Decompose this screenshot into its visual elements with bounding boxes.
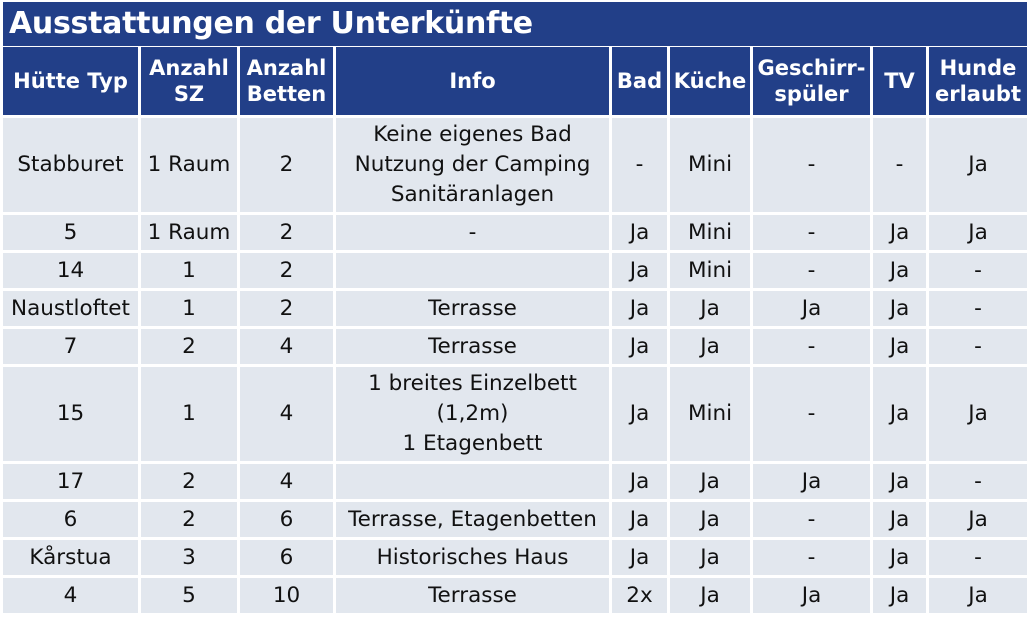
table-row <box>3 502 1027 537</box>
cell-tv: Ja <box>873 215 926 250</box>
title-bar <box>3 2 1027 46</box>
cell-tv: Ja <box>873 540 926 575</box>
cell-typ: 17 <box>3 464 138 499</box>
cell-hunde: Ja <box>929 215 1027 250</box>
cell-tv: Ja <box>873 329 926 364</box>
cell-kueche: Mini <box>670 367 750 461</box>
cell-betten: 4 <box>240 464 333 499</box>
table-row <box>3 329 1027 364</box>
cell-hunde: - <box>929 253 1027 288</box>
cell-spueler: Ja <box>753 578 870 613</box>
cell-sz: 2 <box>141 502 237 537</box>
cell-betten: 2 <box>240 253 333 288</box>
cell-betten: 2 <box>240 215 333 250</box>
column-header-betten: Anzahl Betten <box>240 47 333 115</box>
cell-hunde: - <box>929 291 1027 326</box>
cell-spueler: - <box>753 253 870 288</box>
cell-spueler: - <box>753 502 870 537</box>
cell-info <box>336 464 609 499</box>
cell-spueler: - <box>753 329 870 364</box>
cell-hunde: Ja <box>929 578 1027 613</box>
cell-bad: Ja <box>612 329 667 364</box>
cell-bad: Ja <box>612 464 667 499</box>
cell-tv: Ja <box>873 502 926 537</box>
cell-betten: 10 <box>240 578 333 613</box>
cell-bad: Ja <box>612 502 667 537</box>
cell-typ: 7 <box>3 329 138 364</box>
cell-betten: 4 <box>240 367 333 461</box>
cell-tv: Ja <box>873 291 926 326</box>
table-row <box>3 367 1027 461</box>
column-header-hunde: Hunde erlaubt <box>929 47 1027 115</box>
table-row <box>3 118 1027 212</box>
column-header-info: Info <box>336 47 609 115</box>
cell-sz: 1 <box>141 367 237 461</box>
cell-info: Terrasse, Etagenbetten <box>336 502 609 537</box>
cell-sz: 1 <box>141 291 237 326</box>
cell-bad: Ja <box>612 215 667 250</box>
cell-spueler: - <box>753 540 870 575</box>
cell-betten: 6 <box>240 540 333 575</box>
table-row <box>3 215 1027 250</box>
cell-info: Terrasse <box>336 329 609 364</box>
cell-typ: Stabburet <box>3 118 138 212</box>
cell-bad: Ja <box>612 291 667 326</box>
cell-sz: 1 Raum <box>141 118 237 212</box>
cell-kueche: Mini <box>670 215 750 250</box>
cell-kueche: Ja <box>670 578 750 613</box>
cell-tv: - <box>873 118 926 212</box>
column-header-tv: TV <box>873 47 926 115</box>
cell-typ: 6 <box>3 502 138 537</box>
cell-tv: Ja <box>873 253 926 288</box>
cell-bad: Ja <box>612 253 667 288</box>
cell-betten: 2 <box>240 291 333 326</box>
column-header-sz: Anzahl SZ <box>141 47 237 115</box>
cell-kueche: Ja <box>670 540 750 575</box>
cell-info <box>336 253 609 288</box>
cell-hunde: Ja <box>929 502 1027 537</box>
column-header-spueler: Geschirr- spüler <box>753 47 870 115</box>
table-row <box>3 291 1027 326</box>
cell-spueler: Ja <box>753 464 870 499</box>
cell-kueche: Ja <box>670 329 750 364</box>
column-header-kueche: Küche <box>670 47 750 115</box>
cell-hunde: - <box>929 464 1027 499</box>
table-row <box>3 464 1027 499</box>
cell-tv: Ja <box>873 578 926 613</box>
cell-typ: 4 <box>3 578 138 613</box>
cell-info: Terrasse <box>336 291 609 326</box>
cell-spueler: - <box>753 367 870 461</box>
cell-hunde: Ja <box>929 118 1027 212</box>
cell-tv: Ja <box>873 367 926 461</box>
cell-typ: 5 <box>3 215 138 250</box>
cell-info: Historisches Haus <box>336 540 609 575</box>
cell-sz: 3 <box>141 540 237 575</box>
column-header-bad: Bad <box>612 47 667 115</box>
cell-typ: 15 <box>3 367 138 461</box>
cell-bad: - <box>612 118 667 212</box>
cell-hunde: - <box>929 540 1027 575</box>
cell-kueche: Ja <box>670 464 750 499</box>
table-row <box>3 253 1027 288</box>
cell-sz: 2 <box>141 464 237 499</box>
amenities-table <box>0 44 1029 616</box>
cell-info: Keine eigenes Bad Nutzung der Camping Sanitäranlagen <box>336 118 609 212</box>
cell-bad: Ja <box>612 367 667 461</box>
cell-spueler: - <box>753 118 870 212</box>
cell-hunde: Ja <box>929 367 1027 461</box>
cell-typ: Naustloftet <box>3 291 138 326</box>
cell-betten: 2 <box>240 118 333 212</box>
table-row <box>3 578 1027 613</box>
cell-kueche: Ja <box>670 502 750 537</box>
cell-info: 1 breites Einzelbett (1,2m) 1 Etagenbett <box>336 367 609 461</box>
cell-info: - <box>336 215 609 250</box>
cell-kueche: Ja <box>670 291 750 326</box>
cell-spueler: - <box>753 215 870 250</box>
cell-kueche: Mini <box>670 118 750 212</box>
cell-typ: Kårstua <box>3 540 138 575</box>
cell-typ: 14 <box>3 253 138 288</box>
cell-betten: 6 <box>240 502 333 537</box>
cell-sz: 2 <box>141 329 237 364</box>
cell-betten: 4 <box>240 329 333 364</box>
cell-info: Terrasse <box>336 578 609 613</box>
page-title: Ausstattungen der Unterkünfte <box>9 6 533 41</box>
cell-spueler: Ja <box>753 291 870 326</box>
cell-bad: 2x <box>612 578 667 613</box>
cell-bad: Ja <box>612 540 667 575</box>
cell-sz: 1 Raum <box>141 215 237 250</box>
table-row <box>3 540 1027 575</box>
header-row <box>3 47 1027 115</box>
cell-sz: 5 <box>141 578 237 613</box>
cell-sz: 1 <box>141 253 237 288</box>
column-header-typ: Hütte Typ <box>3 47 138 115</box>
cell-kueche: Mini <box>670 253 750 288</box>
cell-hunde: - <box>929 329 1027 364</box>
cell-tv: Ja <box>873 464 926 499</box>
